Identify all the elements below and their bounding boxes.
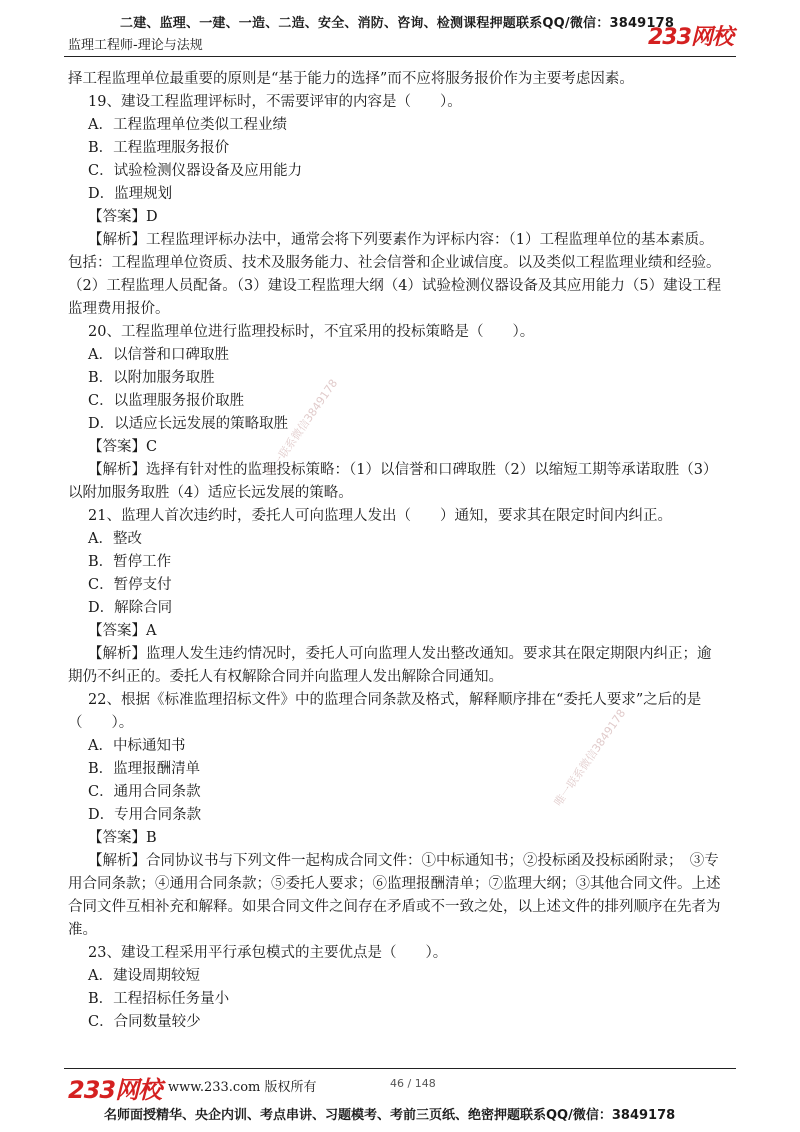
text-line: D．监理规划: [88, 186, 173, 202]
text-line: B．暂停工作: [88, 554, 172, 570]
text-line: 包括：工程监理单位资质、技术及服务能力、社会信誉和企业诚信度。以及类似工程监理业绩和经验。: [68, 255, 721, 271]
text-line: C．通用合同条款: [88, 784, 201, 800]
text-line: 【解析】合同协议书与下列文件一起构成合同文件：①中标通知书；②投标函及投标函附录； ③专: [88, 853, 719, 869]
text-line: 【解析】监理人发生违约情况时，委托人可向监理人发出整改通知。要求其在限定期限内纠正；逾: [88, 646, 712, 662]
text-line: 【答案】A: [88, 623, 157, 639]
text-line: A．中标通知书: [88, 738, 186, 754]
footer-copyright: www.233.com 版权所有: [168, 1080, 317, 1095]
text-line: A．整改: [88, 531, 142, 547]
text-line: 用合同条款；④通用合同条款；⑤委托人要求；⑥监理报酬清单；⑦监理大纲；③其他合同文件。上述: [68, 876, 721, 892]
text-line: D．专用合同条款: [88, 807, 202, 823]
text-line: C．合同数量较少: [88, 1014, 201, 1030]
header-logo: 233网校: [648, 25, 733, 50]
text-line: 23、建设工程采用平行承包模式的主要优点是（ ）。: [88, 945, 448, 961]
header-divider: [64, 56, 736, 57]
text-line: B．监理报酬清单: [88, 761, 201, 777]
text-line: 【答案】D: [88, 209, 158, 225]
text-line: 20、工程监理单位进行监理投标时，不宜采用的投标策略是（ ）。: [88, 324, 535, 340]
text-line: B．工程监理服务报价: [88, 140, 230, 156]
text-line: A．建设周期较短: [88, 968, 200, 984]
text-line: D．以适应长远发展的策略取胜: [88, 416, 289, 432]
text-line: B．工程招标任务量小: [88, 991, 230, 1007]
text-line: 期仍不纠正的。委托人有权解除合同并向监理人发出解除合同通知。: [68, 669, 503, 685]
text-line: 合同文件互相补充和解释。如果合同文件之间存在矛盾或不一致之处，以上述文件的排列顺序在先者为: [68, 899, 721, 915]
header-subtitle: 监理工程师-理论与法规: [68, 38, 203, 53]
text-line: D．解除合同: [88, 600, 173, 616]
text-line: 【解析】选择有针对性的监理投标策略：（1）以信誉和口碑取胜（2）以缩短工期等承诺取胜（3）: [88, 462, 718, 478]
text-line: C．暂停支付: [88, 577, 172, 593]
text-line: 监理费用报价。: [68, 301, 170, 317]
text-line: A．以信誉和口碑取胜: [88, 347, 229, 363]
text-line: 【答案】B: [88, 830, 157, 846]
text-line: 19、建设工程监理评标时，不需要评审的内容是（ ）。: [88, 94, 462, 110]
footer-logo: 233网校: [68, 1076, 162, 1104]
text-line: 准。: [68, 922, 97, 938]
text-line: 择工程监理单位最重要的原则是“基于能力的选择”而不应将服务报价作为主要考虑因素。: [68, 71, 634, 87]
text-line: 【解析】工程监理评标办法中，通常会将下列要素作为评标内容：（1）工程监理单位的基本素质。: [88, 232, 714, 248]
text-line: C．以监理服务报价取胜: [88, 393, 245, 409]
text-line: （2）工程监理人员配备。（3）建设工程监理大纲（4）试验检测仪器设备及其应用能力（5）建设工程: [68, 278, 722, 294]
text-line: 以附加服务取胜（4）适应长远发展的策略。: [68, 485, 353, 501]
text-line: C．试验检测仪器设备及应用能力: [88, 163, 303, 179]
footer-divider: [64, 1068, 736, 1069]
page-header: [0, 0, 800, 60]
document-body: [68, 68, 736, 1034]
text-line: A．工程监理单位类似工程业绩: [88, 117, 287, 133]
footer-promo-text: 名师面授精华、央企内训、考点串讲、习题模考、考前三页纸、绝密押题联系QQ/微信：3849178: [104, 1108, 676, 1123]
text-line: （ ）。: [68, 715, 134, 731]
text-line: 21、监理人首次违约时，委托人可向监理人发出（ ）通知，要求其在限定时间内纠正。: [88, 508, 672, 524]
watermark: 唯一联系微信3849178: [551, 706, 629, 809]
text-line: 22、根据《标准监理招标文件》中的监理合同条款及格式，解释顺序排在“委托人要求”之后的是: [88, 692, 702, 708]
watermark: 唯一联系微信3849178: [263, 376, 341, 479]
text-line: 【答案】C: [88, 439, 158, 455]
page-number: 46 / 148: [390, 1077, 436, 1090]
header-promo-text: 二建、监理、一建、一造、二造、安全、消防、咨询、检测课程押题联系QQ/微信：3849178: [120, 16, 675, 31]
text-line: B．以附加服务取胜: [88, 370, 215, 386]
